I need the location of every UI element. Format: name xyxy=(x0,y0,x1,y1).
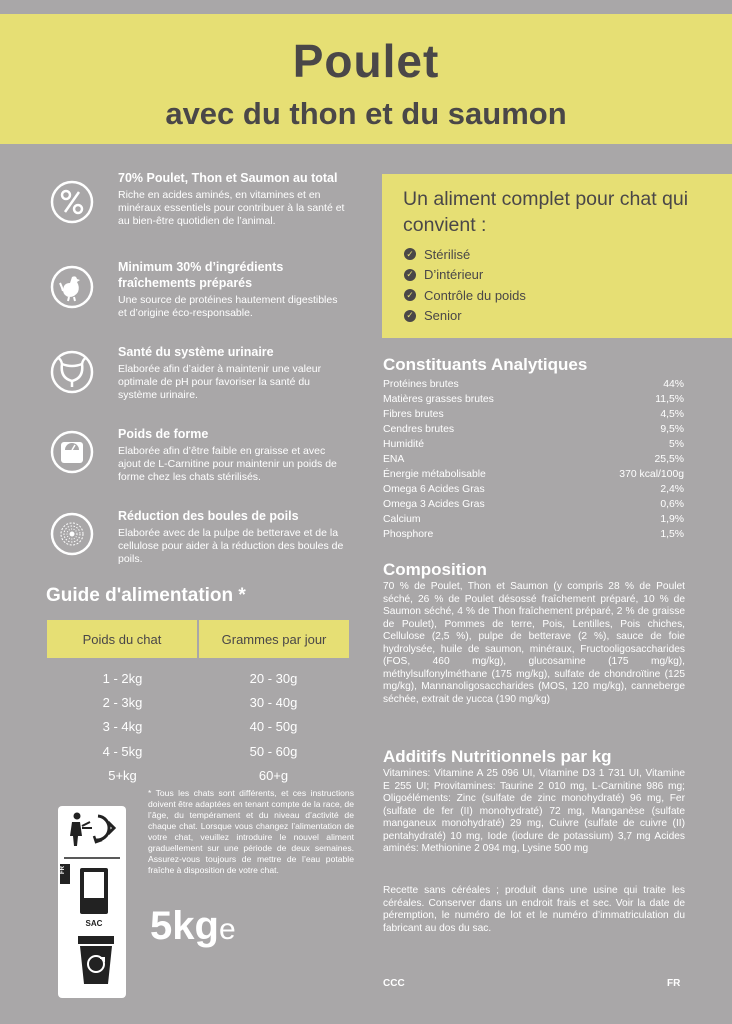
footer-code: CCC xyxy=(383,978,405,989)
list-item xyxy=(404,306,526,327)
feature-title: Minimum 30% d’ingrédients fraîchements préparés xyxy=(118,260,284,290)
check-icon: ✓ xyxy=(404,269,416,281)
analytics-value: 0,6% xyxy=(660,499,684,510)
feature-desc: Riche en acides aminés, en vitamines et en minéraux essentiels pour contribuer à la santé et au bien-être quotidien de l’animal. xyxy=(118,189,345,227)
analytics-row xyxy=(383,514,684,525)
cell-grams: 60+g xyxy=(258,768,289,784)
analytics-value: 4,5% xyxy=(660,409,684,420)
list-item-label: D’intérieur xyxy=(424,267,484,283)
bladder-icon xyxy=(50,350,94,394)
analytics-row xyxy=(383,424,684,435)
analytics-value: 5% xyxy=(668,439,684,450)
complete-food-box xyxy=(382,174,732,338)
feature-desc: Elaborée avec de la pulpe de betterave et de la cellulose pour aider à la réduction des boules de poils. xyxy=(118,527,344,565)
list-item xyxy=(404,244,526,265)
storage-note: Recette sans céréales ; produit dans une usine qui traite les céréales. Conserver dans un endroit frais et sec. Voir la date de péremption, le numéro de lot et le numéro d’immatriculation du fabricant au dos du sac. xyxy=(383,885,685,934)
feature-desc: Elaborée afin d’être faible en graisse et avec ajout de L-Carnitine pour maintenir un poids de forme chez les chats stérilisés. xyxy=(118,445,337,483)
cell-weight: 5+kg xyxy=(108,768,137,784)
list-item-label: Stérilisé xyxy=(424,246,471,262)
table-row xyxy=(47,666,349,690)
analytics-value: 1,9% xyxy=(660,514,684,525)
feeding-guide-table xyxy=(47,620,349,788)
cell-weight: 3 - 4kg xyxy=(102,719,143,735)
cell-weight: 2 - 3kg xyxy=(102,695,143,711)
check-icon: ✓ xyxy=(404,248,416,260)
analytics-key: Fibres brutes xyxy=(383,409,444,420)
cell-grams: 20 - 30g xyxy=(249,670,298,686)
analytics-row xyxy=(383,379,684,390)
analytics-row xyxy=(383,394,684,405)
analytics-key: Phosphore xyxy=(383,529,434,540)
analytics-key: Matières grasses brutes xyxy=(383,394,494,405)
analytics-key: Humidité xyxy=(383,439,424,450)
analytics-value: 44% xyxy=(663,379,684,390)
analytics-title: Constituants Analytiques xyxy=(383,355,588,374)
analytics-row xyxy=(383,469,684,480)
recycling-label xyxy=(58,806,126,998)
analytics-value: 2,4% xyxy=(660,484,684,495)
table-row xyxy=(47,690,349,714)
chicken-icon xyxy=(50,265,94,309)
list-item-label: Contrôle du poids xyxy=(424,287,526,303)
analytics-row xyxy=(383,439,684,450)
product-subtitle: avec du thon et du saumon xyxy=(165,96,567,131)
column-header-weight: Poids du chat xyxy=(47,620,199,658)
feature-desc: Une source de protéines hautement digestibles et d’origine éco-responsable. xyxy=(118,294,338,319)
suitability-list xyxy=(404,244,526,326)
composition-text: 70 % de Poulet, Thon et Saumon (y compris 28 % de Poulet séché, 26 % de Poulet désossé fraîchement préparé, 10 % de Saumon séché, 4 % de Thon fraîchement préparé, 2 % de graisse de Poulet), Pommes de terre, Pois, Lentilles, Pois chiches, Cellulose (2,5 %), pulpe de betterave (2 %), sauce de foie hydrolysée, huile de saumon, minéraux, Fructooligosaccharides (FOS, 460 mg/kg), glucosamine (175 mg/kg), méthylsulfonylméthane (175 mg/kg), sulfate de chondroïtine (125 mg/kg), Mannanoligosaccharides (MOS, 120 mg/kg), canneberge séchée, extrait de yucca (190 mg/kg) xyxy=(383,581,685,705)
analytics-key: Omega 3 Acides Gras xyxy=(383,499,485,510)
table-row xyxy=(47,764,349,788)
check-icon: ✓ xyxy=(404,310,416,322)
analytics-row xyxy=(383,484,684,495)
footer-country: FR xyxy=(667,978,681,989)
feature-title: 70% Poulet, Thon et Saumon au total xyxy=(118,171,338,185)
feeding-footnote: * Tous les chats sont différents, et ces instructions doivent être adaptées en tenant compte de la race, de l’âge, du tempérament et du niveau d’activité de chaque chat. Lorsque vous changez l’alimentation de votre chat, veuillez introduire le nouvel aliment graduellement sur une période de deux semaines. Assurez-vous toujours de mettre de l’eau potable fraîche à disposition de votre chat. xyxy=(148,788,354,875)
analytics-value: 11,5% xyxy=(655,394,684,405)
analytics-row xyxy=(383,499,684,510)
weight-value: 5kg xyxy=(150,904,219,948)
recycling-symbols xyxy=(58,806,126,998)
analytics-row xyxy=(383,529,684,540)
table-row xyxy=(47,715,349,739)
table-row xyxy=(47,739,349,763)
product-title: Poulet xyxy=(292,35,440,87)
feature-title: Réduction des boules de poils xyxy=(118,509,299,523)
list-item xyxy=(404,285,526,306)
feature-desc: Elaborée afin d’aider à maintenir une valeur optimale de pH pour favoriser la santé du système urinaire. xyxy=(118,363,322,401)
additives-title: Additifs Nutritionnels par kg xyxy=(383,747,612,766)
analytics-value: 25,5% xyxy=(654,454,684,465)
list-item-label: Senior xyxy=(424,308,462,324)
feeding-guide-title: Guide d'alimentation * xyxy=(46,585,246,606)
scale-icon xyxy=(50,430,94,474)
estimated-mark: e xyxy=(218,913,236,946)
percent-icon xyxy=(50,180,94,224)
analytics-row xyxy=(383,454,684,465)
hairball-icon xyxy=(50,512,94,556)
analytics-row xyxy=(383,409,684,420)
complete-food-title: Un aliment complet pour chat qui convient : xyxy=(403,188,689,236)
feature-title: Santé du système urinaire xyxy=(118,345,274,359)
analytics-key: Protéines brutes xyxy=(383,379,459,390)
analytics-key: Omega 6 Acides Gras xyxy=(383,484,485,495)
triman-icon xyxy=(70,813,114,847)
cell-weight: 1 - 2kg xyxy=(102,670,143,686)
cell-weight: 4 - 5kg xyxy=(102,743,143,759)
analytics-value: 370 kcal/100g xyxy=(619,469,684,480)
fr-label: FR xyxy=(60,866,66,874)
analytics-key: Calcium xyxy=(383,514,421,525)
list-item xyxy=(404,265,526,286)
analytics-value: 1,5% xyxy=(660,529,684,540)
cell-grams: 50 - 60g xyxy=(249,743,298,759)
additives-text: Vitamines: Vitamine A 25 096 UI, Vitamine D3 1 731 UI, Vitamine E 255 UI; Provitamines: Taurine 2 010 mg, L-Carnitine 986 mg; Oligoéléments: Zinc (sulfate de zinc monohydraté) 96 mg, Fer (sulfate de fer (II) monohydraté) 72 mg, Manganèse (sulfate manganeux monohydraté) 29 mg, Cuivre (sulfate de cuivre (II) pentahydraté) 10 mg, Iode (iodure de potassium) 3,7 mg Acides aminés: Methionine 2 094 mg, Lysine 500 mg xyxy=(383,768,685,854)
analytics-key: ENA xyxy=(383,454,405,465)
analytics-value: 9,5% xyxy=(660,424,684,435)
composition-title: Composition xyxy=(383,560,487,579)
feature-title: Poids de forme xyxy=(118,427,209,441)
analytics-key: Cendres brutes xyxy=(383,424,455,435)
analytics-key: Énergie métabolisable xyxy=(383,469,486,480)
net-weight xyxy=(150,904,236,949)
table-header xyxy=(47,620,349,658)
cell-grams: 30 - 40g xyxy=(249,695,298,711)
column-header-grams: Grammes par jour xyxy=(221,631,327,647)
check-icon: ✓ xyxy=(404,289,416,301)
cell-grams: 40 - 50g xyxy=(249,719,298,735)
sac-label: SAC xyxy=(85,919,103,928)
